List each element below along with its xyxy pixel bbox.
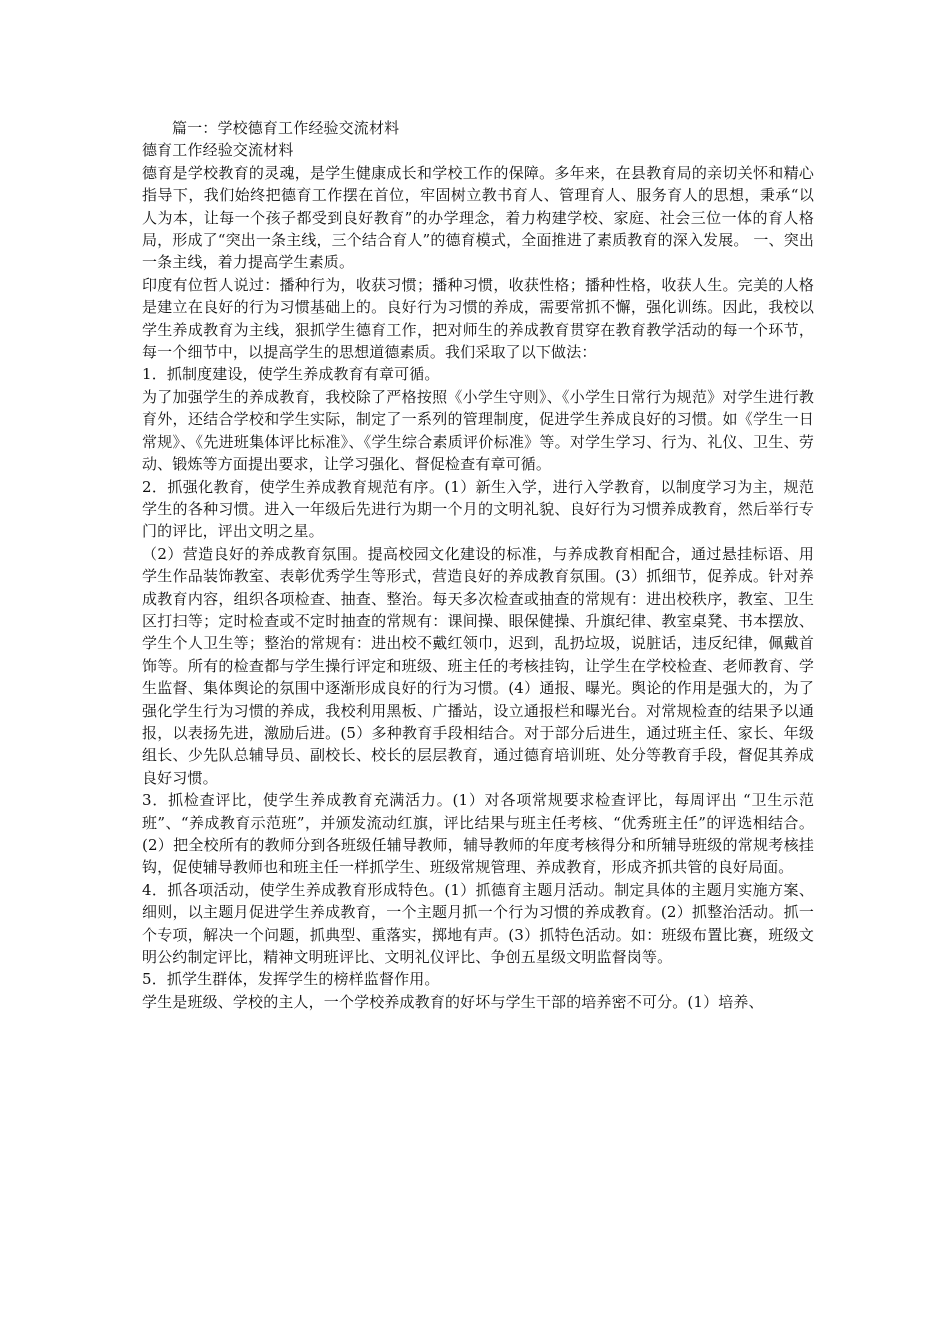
paragraph-item-2-continued: （2）营造良好的养成教育氛围。提高校园文化建设的标准，与养成教育相配合，通过悬挂标语、用学生作品装饰教室、表彰优秀学生等形式，营造良好的养成教育氛围。(3）抓细节，促养成。针对养成教育内容，组织各项检查、抽查、整治。每天多次检查或抽查的常规有：进出校秩序，教室、卫生区打扫等；定时检查或不定时抽查的常规有：课间操、眼保健操、升旗纪律、教室桌凳、书本摆放、学生个人卫生等；整治的常规有：进出校不戴红领巾，迟到，乱扔垃圾，说脏话，违反纪律，佩戴首饰等。所有的检查都与学生操行评定和班级、班主任的考核挂钩，让学生在学校检查、老师教育、学生监督、集体舆论的氛围中逐渐形成良好的行为习惯。(4）通报、曝光。舆论的作用是强大的，为了强化学生行为习惯的养成，我校利用黑板、广播站，设立通报栏和曝光台。对常规检查的结果予以通报，以表扬先进，激励后进。(5）多种教育手段相结合。对于部分后进生，通过班主任、家长、年级组长、少先队总辅导员、副校长、校长的层层教育，通过德育培训班、处分等教育手段，督促其养成良好习惯。: [142, 544, 814, 787]
paragraph-philosophy: 印度有位哲人说过：播种行为，收获习惯；播种习惯，收获性格；播种性格，收获人生。完美的人格是建立在良好的行为习惯基础上的。良好行为习惯的养成，需要常抓不懈，强化训练。因此，我校以学生养成教育为主线，狠抓学生德育工作，把对师生的养成教育贯穿在教育教学活动的每一个环节，每一个细节中，以提高学生的思想道德素质。我们采取了以下做法：: [142, 275, 814, 362]
heading-item-1: 1．抓制度建设，使学生养成教育有章可循。: [142, 365, 440, 384]
paragraph-item-3: 3．抓检查评比，使学生养成教育充满活力。(1）对各项常规要求检查评比，每周评出 “卫生示范班”、“养成教育示范班”，并颁发流动红旗，评比结果与班主任考核、“优秀班主任”的评选相结合。(2）把全校所有的教师分到各班级任辅导教师，辅导教师的年度考核得分和所辅导班级的常规考核挂钩，促使辅导教师也和班主任一样抓学生、班级常规管理、养成教育，形成齐抓共管的良好局面。: [142, 791, 814, 877]
paragraph-item-2: 2．抓强化教育，使学生养成教育规范有序。(1）新生入学，进行入学教育，以制度学习为主，规范学生的各种习惯。进入一年级后先进行为期一个月的文明礼貌、良好行为习惯养成教育，然后举行专门的评比，评出文明之星。: [142, 477, 814, 541]
document-title: 篇一：学校德育工作经验交流材料: [172, 119, 400, 137]
paragraph-item-1: 为了加强学生的养成教育，我校除了严格按照《小学生守则》、《小学生日常行为规范》对学生进行教育外，还结合学校和学生实际，制定了一系列的管理制度，促进学生养成良好的习惯。如《学生一日常规》、《先进班集体评比标准》、《学生综合素质评价标准》等。对学生学习、行为、礼仪、卫生、劳动、锻炼等方面提出要求，让学习强化、督促检查有章可循。: [142, 387, 814, 474]
document-subtitle: 德育工作经验交流材料: [142, 141, 294, 160]
heading-item-5: 5．抓学生群体，发挥学生的榜样监督作用。: [142, 970, 440, 989]
paragraph-item-4: 4．抓各项活动，使学生养成教育形成特色。(1）抓德育主题月活动。制定具体的主题月实施方案、细则，以主题月促进学生养成教育，一个主题月抓一个行为习惯的养成教育。(2）抓整治活动。抓一个专项，解决一个问题，抓典型、重落实，掷地有声。(3）抓特色活动。如：班级布置比赛，班级文明公约制定评比，精神文明班评比、文明礼仪评比、争创五星级文明监督岗等。: [142, 880, 814, 967]
paragraph-item-5: 学生是班级、学校的主人，一个学校养成教育的好坏与学生干部的培养密不可分。(1）培养、: [142, 992, 764, 1011]
document-body: [142, 117, 814, 1013]
paragraph-intro: 德育是学校教育的灵魂，是学生健康成长和学校工作的保障。多年来，在县教育局的亲切关怀和精心指导下，我们始终把德育工作摆在首位，牢固树立教书育人、管理育人、服务育人的思想，秉承“以人为本，让每一个孩子都受到良好教育”的办学理念，着力构建学校、家庭、社会三位一体的育人格局，形成了“突出一条主线，三个结合育人”的德育模式，全面推进了素质教育的深入发展。 一、突出一条主线，着力提高学生素质。: [142, 163, 815, 272]
